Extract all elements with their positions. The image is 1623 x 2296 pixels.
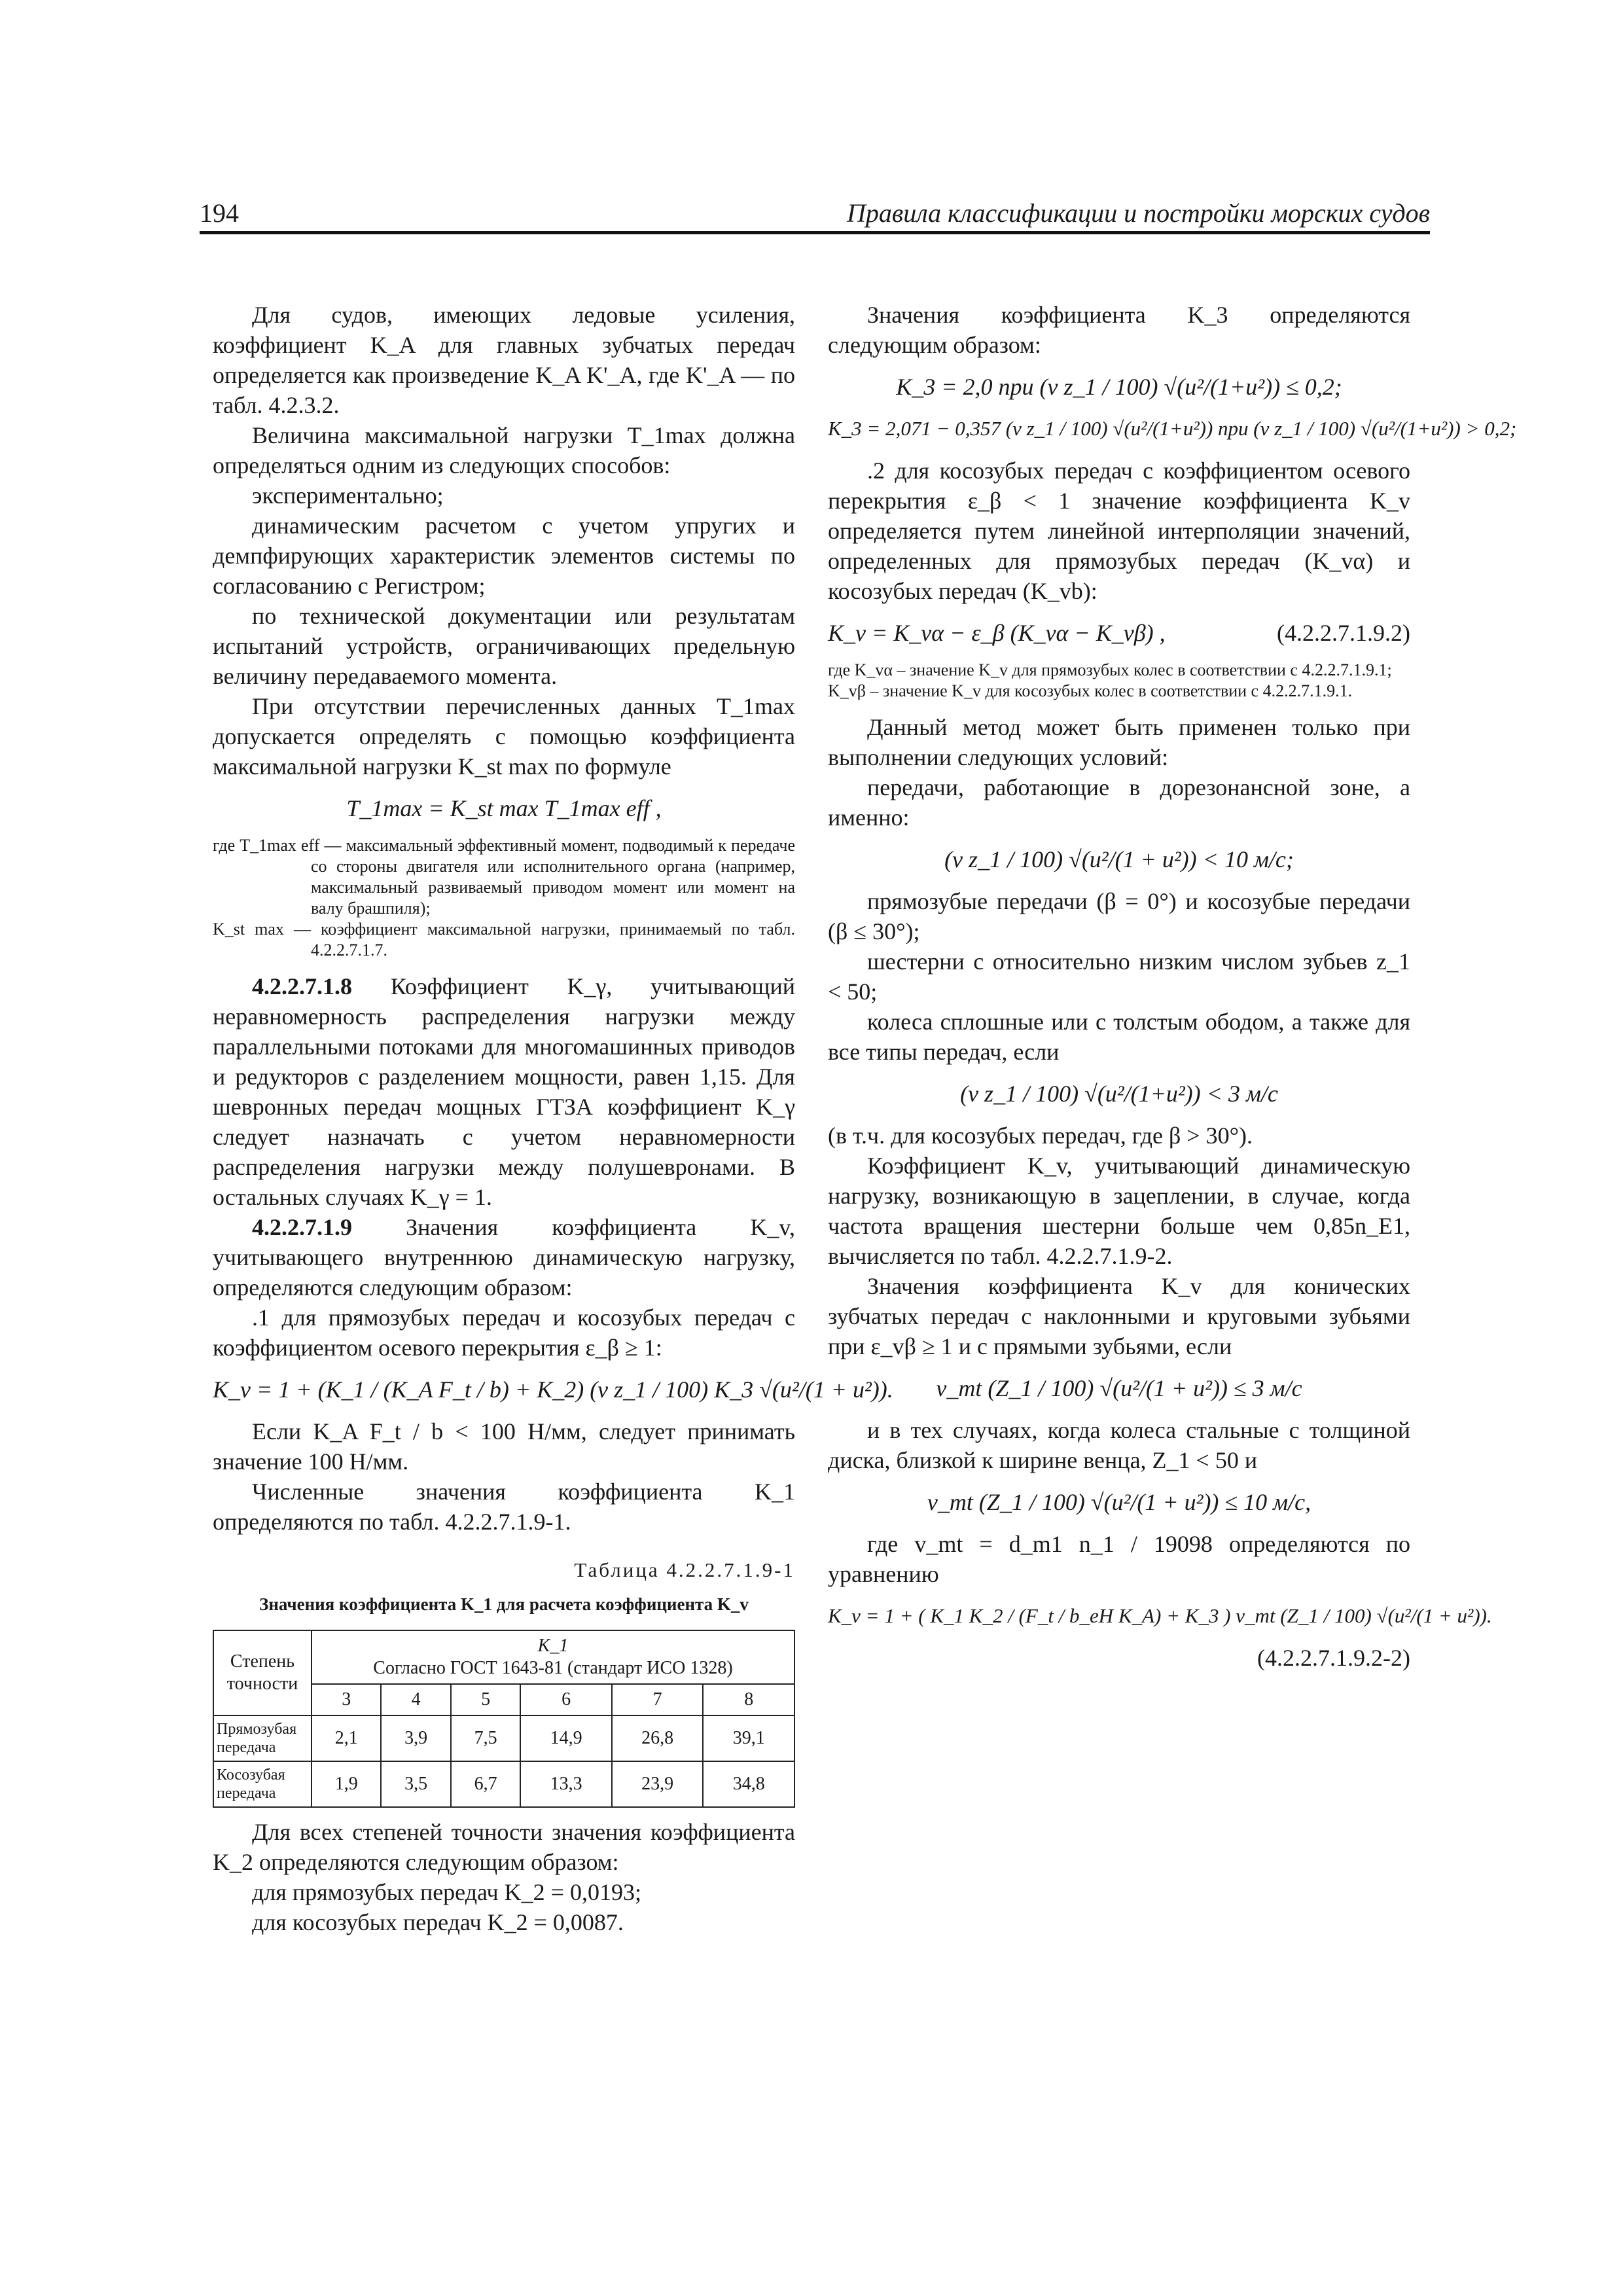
section-4-2-2-7-1-9 — [213, 1212, 795, 1302]
item-2-helical-gears: .2 для косозубых передач с коэффициентом осевого перекрытия ε_β < 1 значение коэффициента K_v определяется путем линейной интерполяции значений, определенных для прямозубых передач (K_vα) и косозубых передач (K_vb): — [828, 457, 1410, 604]
paragraph-k3: Значения коэффициента K_3 определяются следующим образом: — [828, 302, 1410, 358]
table-cell: 26,8 — [612, 1715, 704, 1761]
paragraph-ice-coefficient: Для судов, имеющих ледовые усиления, коэффициент K_A для главных зубчатых передач определяется как произведение K_A K'_A, где K'_A — по табл. 4.2.3.2. — [213, 302, 795, 418]
formula-final-kv: K_v = 1 + ( K_1 K_2 / (F_t / b_eH K_A) + K_3 ) v_mt (Z_1 / 100) √(u²/(1 + u²)). — [828, 1604, 1492, 1627]
condition-subresonant: передачи, работающие в дорезонансной зоне, а именно: — [828, 774, 1410, 831]
paragraph-conical-gears: Значения коэффициента K_v для конических зубчатых передач с наклонными и круговыми зубьями при ε_vβ ≥ 1 и с прямыми зубьями, если — [828, 1273, 1410, 1359]
table-row — [213, 1715, 794, 1761]
section-4-2-2-7-1-8 — [213, 971, 795, 1212]
table-number: Таблица 4.2.2.7.1.9-1 — [574, 1558, 795, 1581]
formula-k3-case2: K_3 = 2,071 − 0,357 (v z_1 / 100) √(u²/(1+u²)) при (v z_1 / 100) √(u²/(1+u²)) > 0,2; — [828, 417, 1517, 440]
section-text: Коэффициент K_γ, учитывающий неравномерность распределения нагрузки между параллельными потоками для многомашинных приводов и редукторов с разделением мощности, равен 1,15. Для шевронных передач мощных ГТЗА коэффициент K_γ следует назначать с учетом неравномерности распределения нагрузки между полушевронами. В остальных случаях K_γ = 1. — [213, 973, 796, 1210]
list-item-dynamic: динамическим расчетом с учетом упругих и демпфирующих характеристик элементов системы по согласованию с Регистром; — [213, 512, 795, 599]
table-cell: 13,3 — [520, 1761, 612, 1807]
right-column — [828, 300, 1517, 1681]
paragraph-steel-wheels: и в тех случаях, когда колеса стальные с толщиной диска, близкой к ширине венца, Z_1 < 50 и — [828, 1417, 1410, 1473]
formula-condition-1: (v z_1 / 100) √(u²/(1 + u²)) < 10 м/с; — [944, 846, 1294, 872]
list-item-documentation: по технической документации или результатам испытаний устройств, ограничивающих предельную величину передаваемого момента. — [213, 603, 795, 689]
table-cell: 2,1 — [312, 1715, 381, 1761]
table-grade: 4 — [381, 1684, 450, 1715]
table-cell: 6,7 — [451, 1761, 520, 1807]
paragraph-if-condition: Если K_A F_t / b < 100 Н/мм, следует принимать значение 100 Н/мм. — [213, 1418, 795, 1475]
header-rule — [200, 231, 1430, 234]
formula-conical-2: v_mt (Z_1 / 100) √(u²/(1 + u²)) ≤ 10 м/с, — [927, 1489, 1311, 1515]
formula-interpolation — [828, 618, 1410, 648]
table-grade: 6 — [520, 1684, 612, 1715]
note-kst-max: K_st max — коэффициент максимальной нагрузки, принимаемый по табл. 4.2.2.7.1.7. — [213, 920, 795, 960]
paragraph-k2-helical: для косозубых передач K_2 = 0,0087. — [252, 1909, 624, 1935]
paragraph-max-load: Величина максимальной нагрузки T_1max должна определяться одним из следующих способов: — [213, 422, 795, 478]
table-grade: 3 — [312, 1684, 381, 1715]
condition-pinion-teeth: шестерни с относительно низким числом зубьев z_1 < 50; — [828, 948, 1410, 1005]
formula-interpolation-body: K_v = K_vα − ε_β (K_vα − K_vβ) , — [828, 620, 1166, 646]
table-grade: 8 — [703, 1684, 794, 1715]
table-title: Значения коэффициента K_1 для расчета коэффициента K_v — [259, 1594, 749, 1614]
running-title: Правила классификации и постройки морских судов — [846, 198, 1430, 228]
formula-tmax: T_1max = K_st max T_1max eff , — [346, 795, 662, 821]
left-column — [213, 300, 893, 1937]
interpolation-notes — [828, 660, 1410, 702]
paragraph-absence-of-data: При отсутствии перечисленных данных T_1max допускается определять с помощью коэффициента максимальной нагрузки K_st max по формуле — [213, 693, 795, 780]
table-grade: 7 — [612, 1684, 704, 1715]
k1-table — [213, 1630, 795, 1808]
condition-solid-wheels: колеса сплошные или с толстым ободом, а также для все типы передач, если — [828, 1009, 1410, 1065]
table-cell: 39,1 — [703, 1715, 794, 1761]
item-1-spur-gears: .1 для прямозубых передач и косозубых передач с коэффициентом осевого перекрытия ε_β ≥ 1: — [213, 1304, 795, 1361]
note-kv-alpha: где K_vα – значение K_v для прямозубых колес в соответствии с 4.2.2.7.1.9.1; — [828, 660, 1392, 679]
table-cell: 7,5 — [451, 1715, 520, 1761]
section-text: Значения коэффициента K_v, учитывающего внутреннюю динамическую нагрузку, определяются следующим образом: — [213, 1214, 796, 1300]
paragraph-method: Данный метод может быть применен только при выполнении следующих условий: — [828, 714, 1410, 770]
formula-notes — [213, 835, 795, 961]
table-cell: 1,9 — [312, 1761, 381, 1807]
table-k1-symbol: K_1 — [537, 1636, 569, 1656]
condition-helical-note: (в т.ч. для косозубых передач, где β > 30°). — [828, 1122, 1253, 1149]
equation-number-final: (4.2.2.7.1.9.2-2) — [1257, 1645, 1410, 1671]
table-row — [213, 1761, 794, 1807]
table-k1-standard: Согласно ГОСТ 1643-81 (стандарт ИСО 1328) — [373, 1658, 733, 1678]
page-number: 194 — [200, 198, 239, 228]
table-grade: 5 — [451, 1684, 520, 1715]
equation-number: (4.2.2.7.1.9.2) — [1277, 620, 1410, 646]
paragraph-vmt-definition: где v_mt = d_m1 n_1 / 19098 определяются по уравнению — [828, 1531, 1410, 1587]
note-kv-beta: K_vβ – значение K_v для косозубых колес в соответствии с 4.2.2.7.1.9.1. — [828, 681, 1353, 700]
paragraph-k2: Для всех степеней точности значения коэффициента K_2 определяются следующим образом: — [213, 1819, 795, 1875]
table-header-row — [213, 1630, 794, 1684]
section-number: 4.2.2.7.1.8 — [252, 973, 352, 999]
paragraph-k1-values: Численные значения коэффициента K_1 определяются по табл. 4.2.2.7.1.9-1. — [213, 1479, 795, 1535]
list-item-experimental: экспериментально; — [252, 482, 444, 509]
table-k1-header — [312, 1630, 794, 1684]
table-cell: 3,5 — [381, 1761, 450, 1807]
table-row-label: Косозубая передача — [213, 1761, 312, 1807]
paragraph-k2-straight: для прямозубых передач K_2 = 0,0193; — [252, 1879, 641, 1905]
table-cell: 23,9 — [612, 1761, 704, 1807]
note-tmax-eff: где T_1max eff — максимальный эффективный момент, подводимый к передаче со стороны двигателя или исполнительного органа (например, максимальный развиваемый приводом момент или момент на валу брашпиля); — [213, 836, 795, 918]
paragraph-kv-dynamic: Коэффициент K_v, учитывающий динамическую нагрузку, возникающую в зацеплении, в случае, когда частота вращения шестерни больше чем 0,85n_E1, вычисляется по табл. 4.2.2.7.1.9-2. — [828, 1153, 1410, 1269]
table-cell: 3,9 — [381, 1715, 450, 1761]
formula-kv: K_v = 1 + (K_1 / (K_A F_t / b) + K_2) (v z_1 / 100) K_3 √(u²/(1 + u²)). — [213, 1376, 893, 1403]
formula-conical-1: v_mt (Z_1 / 100) √(u²/(1 + u²)) ≤ 3 м/с — [936, 1375, 1302, 1401]
page-header — [200, 198, 1430, 232]
section-number: 4.2.2.7.1.9 — [252, 1214, 352, 1240]
formula-k3-case1: K_3 = 2,0 при (v z_1 / 100) √(u²/(1+u²)) ≤ 0,2; — [896, 374, 1342, 400]
formula-condition-4: (v z_1 / 100) √(u²/(1+u²)) < 3 м/с — [960, 1081, 1278, 1107]
table-cell: 34,8 — [703, 1761, 794, 1807]
table-cell: 14,9 — [520, 1715, 612, 1761]
table-col-label: Степень точности — [213, 1630, 312, 1715]
table-row-label: Прямозубая передача — [213, 1715, 312, 1761]
condition-gear-types: прямозубые передачи (β = 0°) и косозубые передачи (β ≤ 30°); — [828, 888, 1410, 944]
